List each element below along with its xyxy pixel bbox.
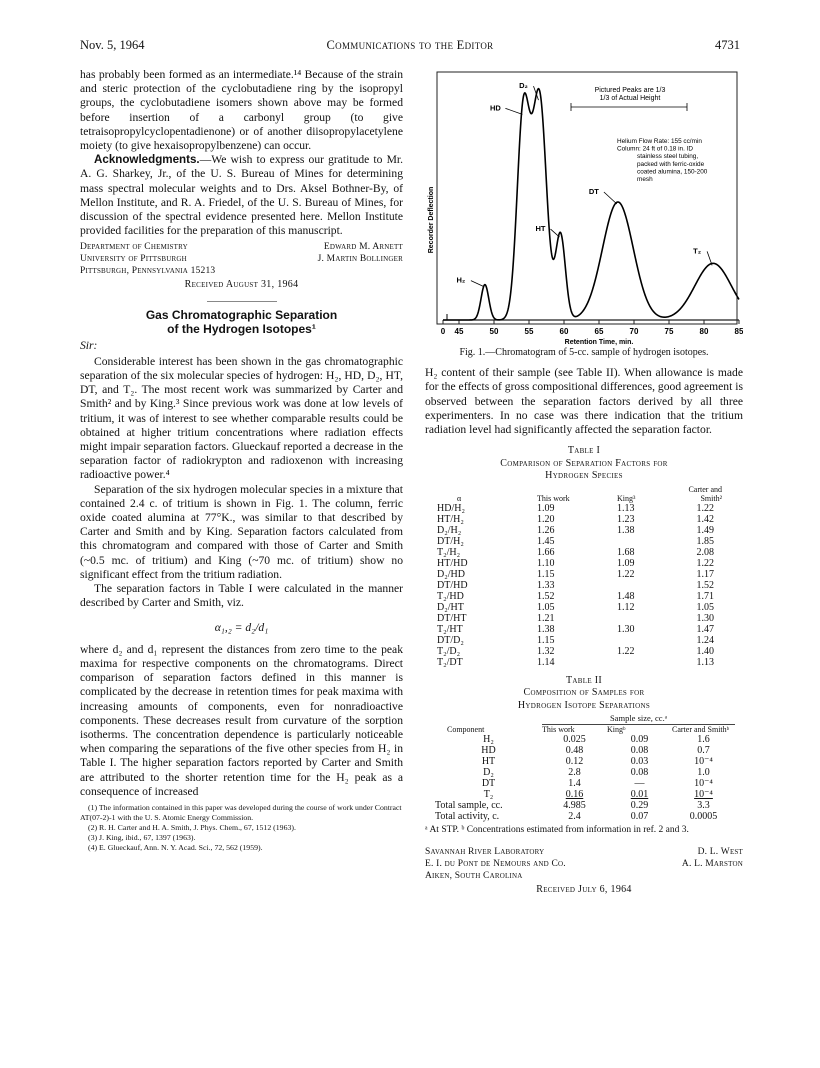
table1-value-cell: 1.10 [537,557,555,569]
chromatogram-figure [425,68,743,348]
table1-header-carter-smith: Carter and Smith² [688,484,722,503]
table1-row [437,646,722,657]
table1-value-cell: 1.52 [537,590,555,602]
acknowledgments-heading: Acknowledgments. [94,153,200,167]
table1-row [437,580,722,591]
table1-value-cell [607,580,687,591]
table2-row [435,745,735,756]
table2-cell: 0.29 [630,800,649,812]
table1-value-cell: 1.13 [617,502,635,514]
table2-row [435,756,735,767]
received-date-2: Received July 6, 1964 [536,884,632,896]
table1-value-cell: 1.52 [696,579,714,591]
table2-component-cell: HD [481,745,496,757]
table1-value-cell: 1.32 [537,645,555,657]
table2-footnote: ᵃ At STP. ᵇ Concentrations estimated from information in ref. 2 and 3. [425,825,689,836]
table2-total-label: Total activity, c. [435,811,500,823]
x-tick-label: 50 [489,327,499,336]
table1-value-cell: 1.09 [537,502,555,514]
condition-text: stainless steel tubing, [637,153,699,161]
chromatogram-svg [425,68,743,348]
table1-value-cell: 1.05 [537,601,555,613]
table1-value-cell: 1.24 [696,634,714,646]
affiliation-lab: Savannah River Laboratory [425,847,545,858]
header-journal: Communications to the Editor [326,38,494,52]
footnote-3: (3) J. King, ibid., 67, 1397 (1963). [88,832,196,842]
table1-value-cell: 1.20 [537,513,555,525]
right-column [425,68,743,897]
table1-row [437,503,722,514]
peak-label: HD [489,103,501,113]
separation-factors-table [437,485,722,668]
table2-row [435,734,735,745]
table2-label: Table II [566,674,602,686]
table1-ratio-cell: DT/H₂ [437,535,464,547]
footnotes [80,803,403,853]
table1-value-cell: 1.66 [537,546,555,558]
table2-header-component: Component [447,725,485,735]
table1-ratio-cell: T₂/HT [437,623,463,635]
table1-value-cell: 1.38 [617,524,635,536]
table1-value-cell: 1.22 [696,502,714,514]
table2-title-1: Composition of Samples for [523,687,645,699]
table1-row [437,514,722,525]
author-west: D. L. West [697,847,743,858]
table2-header-king: Kingᵇ [607,725,626,735]
table1-ratio-cell: HT/H₂ [437,513,464,525]
x-tick-label: 75 [664,327,674,336]
author-block-1 [80,241,403,277]
footnote-1: (1) The information contained in this paper was developed during the course of work under Contract AT(07-2)-1 with the U. S. Atomic Energy Commission. [80,802,402,822]
header-page-number: 4731 [715,38,740,52]
note-text: Pictured Peaks are 1/3 [594,87,666,94]
table1-value-cell: 1.38 [537,623,555,635]
table1-value-cell: 1.48 [617,590,635,602]
table1-ratio-cell: D₂/H₂ [437,524,462,536]
table2-cell: 1.0 [697,767,710,779]
x-tick-label: 85 [734,327,743,336]
table2-cell: 3.3 [697,800,710,812]
x-tick-label: 60 [559,327,569,336]
table2-row [435,778,735,789]
table1-value-cell: 1.47 [696,623,714,635]
table2-component-cell: H₂ [483,734,494,746]
table1-ratio-cell: T₂/D₂ [437,645,461,657]
equation: α₁,₂ = d₂/d₁ [214,620,269,634]
table2-cell: 10⁻⁴ [694,778,713,790]
affiliation-dept: Department of Chemistry [80,242,188,253]
peak-arrow [471,281,484,287]
table1-ratio-cell: T₂/HD [437,590,464,602]
header-date: Nov. 5, 1964 [80,38,145,52]
table1-header-row [437,485,722,503]
table2-row [435,789,735,800]
table2-cell: 4.985 [563,800,586,812]
received-date-1: Received August 31, 1964 [184,279,299,291]
table1-ratio-cell: T₂/DT [437,656,463,668]
table2-row [435,767,735,778]
table1-value-cell: 1.23 [617,513,635,525]
table1-row [437,635,722,646]
table2-header-this-work: This work [542,725,575,735]
table1-value-cell: 2.08 [696,546,714,558]
table2-span-header: Sample size, cc.ᵃ [542,714,735,725]
table1-row [437,525,722,536]
table1-value-cell: 1.22 [617,645,635,657]
condition-text: mesh [637,176,653,183]
author-arnett: Edward M. Arnett [323,242,403,253]
table2-cell: — [634,778,645,790]
article-title-line-2: of the Hydrogen Isotopes¹ [167,321,316,336]
condition-text: Column: 24 ft of 0.18 in. ID [617,145,694,153]
table2-component-cell: D₂ [483,767,494,779]
table2-cell: 0.7 [697,745,710,757]
table1-ratio-cell: T₂/H₂ [437,546,461,558]
table1-value-cell: 1.30 [696,612,714,624]
table1-value-cell: 1.15 [537,634,555,646]
table1-value-cell: 1.45 [537,535,555,547]
table2-header-row [435,725,735,735]
paragraph-intro: Considerable interest has been shown in the gas chromatographic separation of the six molecular species of hydrogen: H₂, HD, D₂, HT, DT, and T₂. The most recent work was summarized by Carter and Smith² and by King.³ Since previous work was done at low levels of tritium, it was of interest to see whether comparable results could be obtained at higher tritium concentrations where radiation effects might impair separation factors. Glueckauf reported a decrease in the separation factor of radiokrypton and radioxenon with increasing radioactive power.⁴ [80,354,403,482]
x-tick-label: 55 [524,327,534,336]
peak-arrow [604,192,617,204]
table1-ratio-cell: HD/H₂ [437,502,465,514]
x-tick-label: 70 [629,327,639,336]
table2-total-sample-row [435,800,735,811]
x-tick-label: 0 [440,327,446,336]
x-axis-label: Retention Time, min. [564,339,634,346]
paragraph-discussion: where d₂ and d₁ represent the distances from zero time to the peak maxima for respective components on the chromatograms. Direct comparison of separation factors defined in this manner is complicated by the decrease in retention times for peak maxima with increasing amounts of components, even for nonradioactive components. These decreases result from curvature of the sorption isotherms. The concentration dependence is particularly noticeable when comparing the separations of the five other species from H₂ in Table I. The higher separation factors reported by Carter and Smith are attributed to the shorter retention time for the H₂ peak as a consequence of increased [80,642,403,798]
table1-value-cell: 1.09 [617,557,635,569]
table2-cell: 0.48 [565,745,584,757]
footnote-2: (2) R. H. Carter and H. A. Smith, J. Phys. Chem., 67, 1512 (1963). [88,822,296,832]
table1-row [437,558,722,569]
table2-cell: 0.12 [565,756,584,768]
peak-arrow [505,108,522,114]
table1-label: Table I [567,445,601,457]
table1-header-king: King³ [617,493,636,503]
table2-cell: 1.6 [697,734,710,746]
table1-ratio-cell: DT/HD [437,579,468,591]
author-marston: A. L. Marston [681,859,743,870]
table1-row [437,613,722,624]
table1-row [437,536,722,547]
table2-cell: 0.08 [630,767,649,779]
affiliation-company: E. I. du Pont de Nemours and Co. [425,859,566,870]
table1-value-cell: 1.71 [696,590,714,602]
table1-row [437,591,722,602]
table1-row [437,657,722,668]
table2-cell: 0.08 [630,745,649,757]
peak-label: H₂ [456,275,466,285]
paragraph-agreement: H₂ content of their sample (see Table II). When allowance is made for the effects of gross compositional differences, good agreement is observed between the separation factors derived by all three experimenters. In no case was there indication that the tritium radiation level had significantly affected the separation factor. [425,366,743,437]
table2-cell: 0.03 [630,756,649,768]
x-tick-label: 80 [699,327,709,336]
section-divider [207,301,277,302]
table2-cell: 2.8 [568,767,581,779]
table2-component-cell: HT [481,756,496,768]
table1-title-2: Hydrogen Species [545,470,623,482]
table2-cell: 0.025 [563,734,586,746]
sample-composition-table [435,714,735,822]
table2-cell: 10⁻⁴ [694,756,713,768]
table1-row [437,569,722,580]
peak-arrow [551,229,560,237]
table2-cell: 0.01 [630,789,649,801]
affiliation-city: Pittsburgh, Pennsylvania 15213 [80,266,216,277]
table1-value-cell: 1.12 [617,601,635,613]
running-header [80,38,740,54]
table1-value-cell: 1.22 [696,557,714,569]
peak-label: T₂ [693,246,702,256]
author-bollinger: J. Martin Bollinger [317,254,403,265]
table1-value-cell: 1.14 [537,656,555,668]
table1-ratio-cell: DT/HT [437,612,467,624]
condition-text: packed with ferric-oxide [637,160,705,168]
figure-caption: Fig. 1.—Chromatogram of 5-cc. sample of hydrogen isotopes. [459,347,709,358]
table1-value-cell [607,613,687,624]
table1-ratio-cell: DT/D₂ [437,634,464,646]
salutation: Sir: [80,338,98,352]
table1-value-cell: 1.68 [617,546,635,558]
table2-title-2: Hydrogen Isotope Separations [517,699,651,711]
article-title-line-1: Gas Chromatographic Separation [145,307,338,322]
table1-value-cell [607,536,687,547]
table2-cell: 0.0005 [689,811,718,823]
table2-header-carter-smith: Carter and Smithᵇ [672,725,730,735]
acknowledgments [80,153,403,238]
peak-label: DT [588,187,599,196]
y-axis-label: Recorder Deflection [428,186,435,254]
table2-cell: 1.4 [568,778,581,790]
peak-label: D₂ [519,81,528,91]
author-block-2 [425,846,743,882]
table2-cell: 10⁻⁴ [694,789,713,801]
table2-cell: 0.16 [565,789,584,801]
table1-row [437,547,722,558]
table1-value-cell: 1.13 [696,656,714,668]
table1-row [437,602,722,613]
table1-value-cell: 1.17 [696,568,714,580]
table1-value-cell: 1.42 [696,513,714,525]
table1-value-cell: 1.22 [617,568,635,580]
table2-cell: 2.4 [568,811,581,823]
chromatogram-trace [443,89,739,320]
table1-value-cell: 1.05 [696,601,714,613]
left-column [80,68,403,853]
table1-value-cell: 1.30 [617,623,635,635]
table1-value-cell: 1.26 [537,524,555,536]
peak-arrow [707,251,712,265]
table1-ratio-cell: D₂/HT [437,601,464,613]
table1-value-cell: 1.33 [537,579,555,591]
paragraph-separation: Separation of the six hydrogen molecular species in a mixture that contained 2.4 c. of tritium is shown in Fig. 1. The column, ferric oxide coated alumina at 77°K., was similar to that described by Carter and Smith and by King. Separation factors calculated from this chromatogram and compared with those of Carter and Smith (~0.5 mc. of tritium) and King (~70 mc. of tritium) show no significant effect from the tritium radiation. [80,482,403,581]
table1-value-cell: 1.21 [537,612,555,624]
table1-header-alpha: α [457,493,462,503]
table2-component-cell: T₂ [483,789,494,801]
table1-value-cell [607,657,687,668]
affiliation-location: Aiken, South Carolina [425,871,523,882]
table1-header-this-work: This work [537,493,570,503]
note-text: 1/3 of Actual Height [599,95,661,102]
condition-text: Helium Flow Rate: 155 cc/min [617,138,702,145]
paragraph-continuation: has probably been formed as an intermediate.¹⁴ Because of the strain and steric protection of the cyclobutadiene ring by the isopropyl groups, the cyclobutadiene isomers shown above may be formed before insertion of a carbonyl group (to give tetraisopropylcyclopentadienone) or of another diisopropylacetylene moiety (to give hexaisopropylbenzene) can occur. [80,68,403,153]
table1-value-cell: 1.15 [537,568,555,580]
table1-ratio-cell: D₂/HD [437,568,465,580]
x-tick-label: 65 [594,327,604,336]
x-tick-label: 45 [454,327,464,336]
table1-row [437,624,722,635]
paragraph-table-method: The separation factors in Table I were calculated in the manner described by Carter and Smith, viz. [80,582,403,610]
table1-ratio-cell: HT/HD [437,557,468,569]
table1-value-cell: 1.85 [696,535,714,547]
table2-component-cell: DT [481,778,496,790]
affiliation-univ: University of Pittsburgh [80,254,187,265]
table2-cell: 0.07 [630,811,649,823]
condition-text: coated alumina, 150-200 [637,168,708,176]
table1-value-cell: 1.49 [696,524,714,536]
plot-frame [437,72,737,324]
table1-value-cell: 1.40 [696,645,714,657]
table1-value-cell [607,635,687,646]
table2-total-label: Total sample, cc. [435,800,503,812]
acknowledgments-text: —We wish to express our gratitude to Mr. A. G. Sharkey, Jr., of the U. S. Bureau of Mines for determining mass spectral molecular weights and to Drs. Aksel Bothner-By, of Mellon Institute, and R. A. Friedel, of the U. S. Bureau of Mines, for discussion of the spectral evidence presented here. Mellon Institute provided facilities for the preparation of this manuscript. [80,153,403,238]
footnote-4: (4) E. Glueckauf, Ann. N. Y. Acad. Sci., 72, 562 (1959). [88,842,263,852]
peak-label: HT [535,224,546,234]
table2-total-activity-row [435,811,735,822]
table2-cell: 0.09 [630,734,649,746]
table1-title-1: Comparison of Separation Factors for [500,457,668,469]
